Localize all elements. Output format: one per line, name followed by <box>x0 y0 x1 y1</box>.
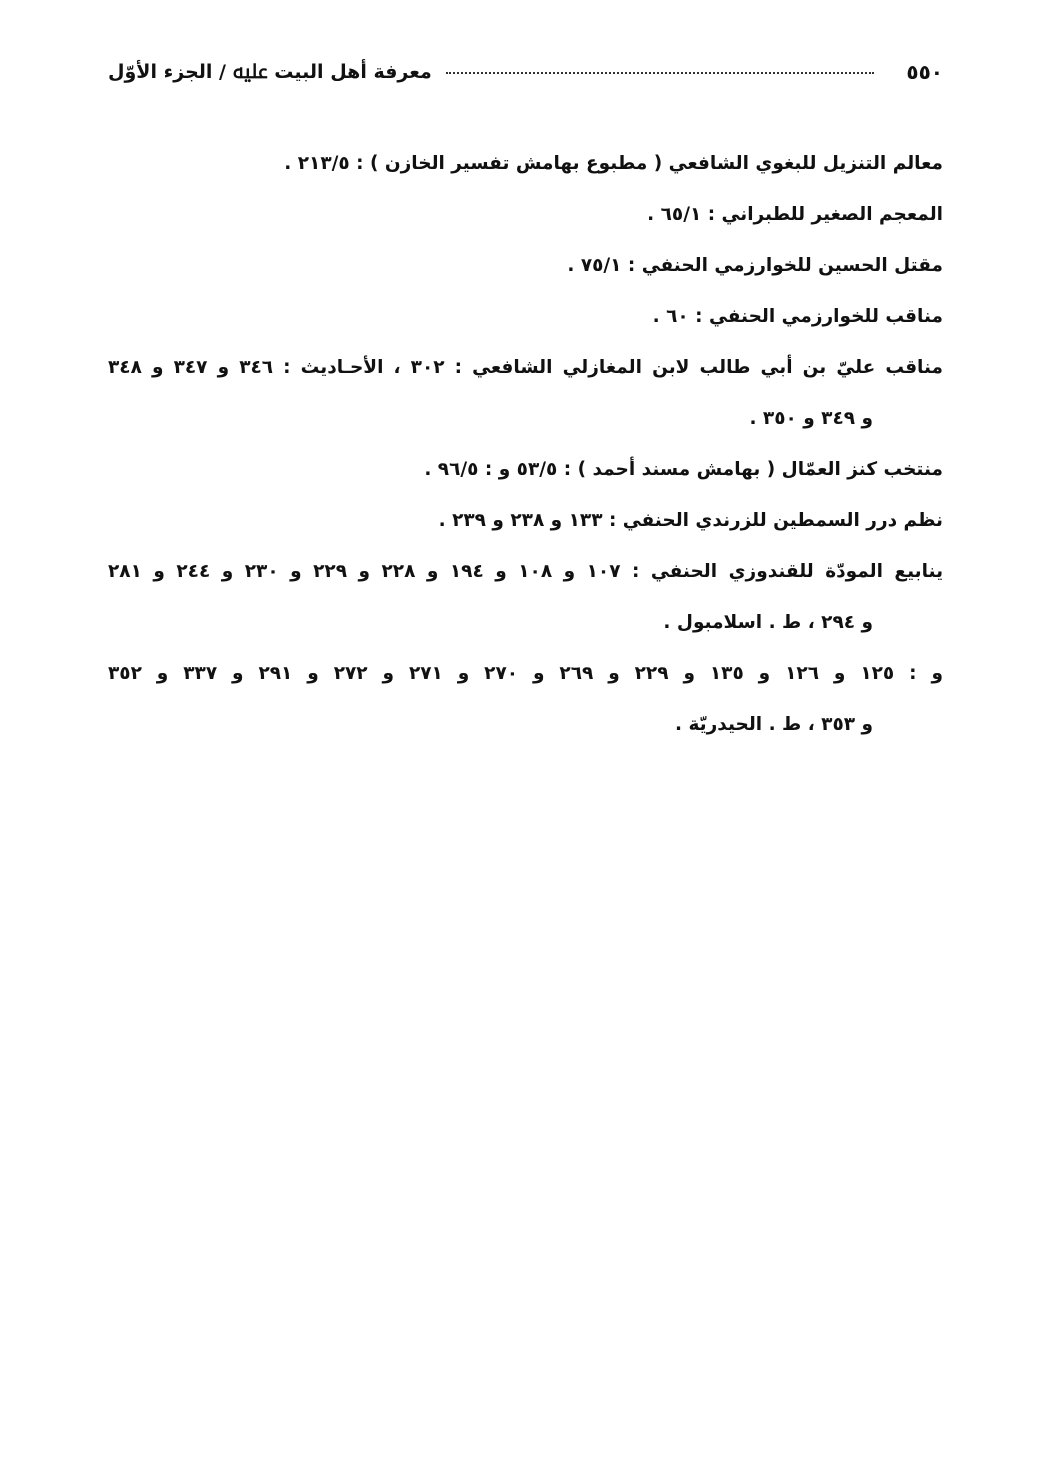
reference-entry <box>108 495 943 546</box>
reference-entry <box>108 444 943 495</box>
reference-entry <box>108 546 943 648</box>
running-title: معرفة أهل البيت ﷷ / الجزء الأوّل <box>108 61 432 83</box>
reference-entry <box>108 342 943 444</box>
reference-continuation-line: و ٣٤٩ و ٣٥٠ . <box>749 408 873 429</box>
page-header <box>108 52 943 92</box>
reference-list <box>108 138 943 750</box>
reference-entry <box>108 138 943 189</box>
header-dot-leader <box>446 71 875 74</box>
reference-line: المعجم الصغير للطبراني : ٦٥/١ . <box>647 204 943 225</box>
reference-entry <box>108 189 943 240</box>
reference-line: منتخب كنز العمّال ( بهامش مسند أحمد ) : ٥٣/٥ و : ٩٦/٥ . <box>424 459 943 480</box>
reference-entry <box>108 291 943 342</box>
reference-line: مناقب للخوارزمي الحنفي : ٦٠ . <box>652 306 943 327</box>
reference-line: و : ١٢٥ و ١٢٦ و ١٣٥ و ٢٢٩ و ٢٦٩ و ٢٧٠ و ٢٧١ و ٢٧٢ و ٢٩١ و ٣٣٧ و ٣٥٢ <box>108 663 943 684</box>
reference-entry <box>108 240 943 291</box>
reference-line: مقتل الحسين للخوارزمي الحنفي : ٧٥/١ . <box>567 255 943 276</box>
page-number: ٥٥٠ <box>906 60 943 84</box>
reference-entry <box>108 648 943 750</box>
reference-line: مناقب عليّ بن أبي طالب لابن المغازلي الشافعي : ٣٠٢ ، الأحـاديث : ٣٤٦ و ٣٤٧ و ٣٤٨ <box>108 357 944 378</box>
reference-line: ينابيع المودّة للقندوزي الحنفي : ١٠٧ و ١٠٨ و ١٩٤ و ٢٢٨ و ٢٢٩ و ٢٣٠ و ٢٤٤ و ٢٨١ <box>108 561 944 582</box>
reference-line: معالم التنزيل للبغوي الشافعي ( مطبوع بهامش تفسير الخازن ) : ٢١٣/٥ . <box>284 153 943 174</box>
reference-continuation-line: و ٣٥٣ ، ط . الحيدريّة . <box>674 714 873 735</box>
reference-continuation-line: و ٢٩٤ ، ط . اسلامبول . <box>663 612 873 633</box>
reference-line: نظم درر السمطين للزرندي الحنفي : ١٣٣ و ٢٣٨ و ٢٣٩ . <box>438 510 943 531</box>
